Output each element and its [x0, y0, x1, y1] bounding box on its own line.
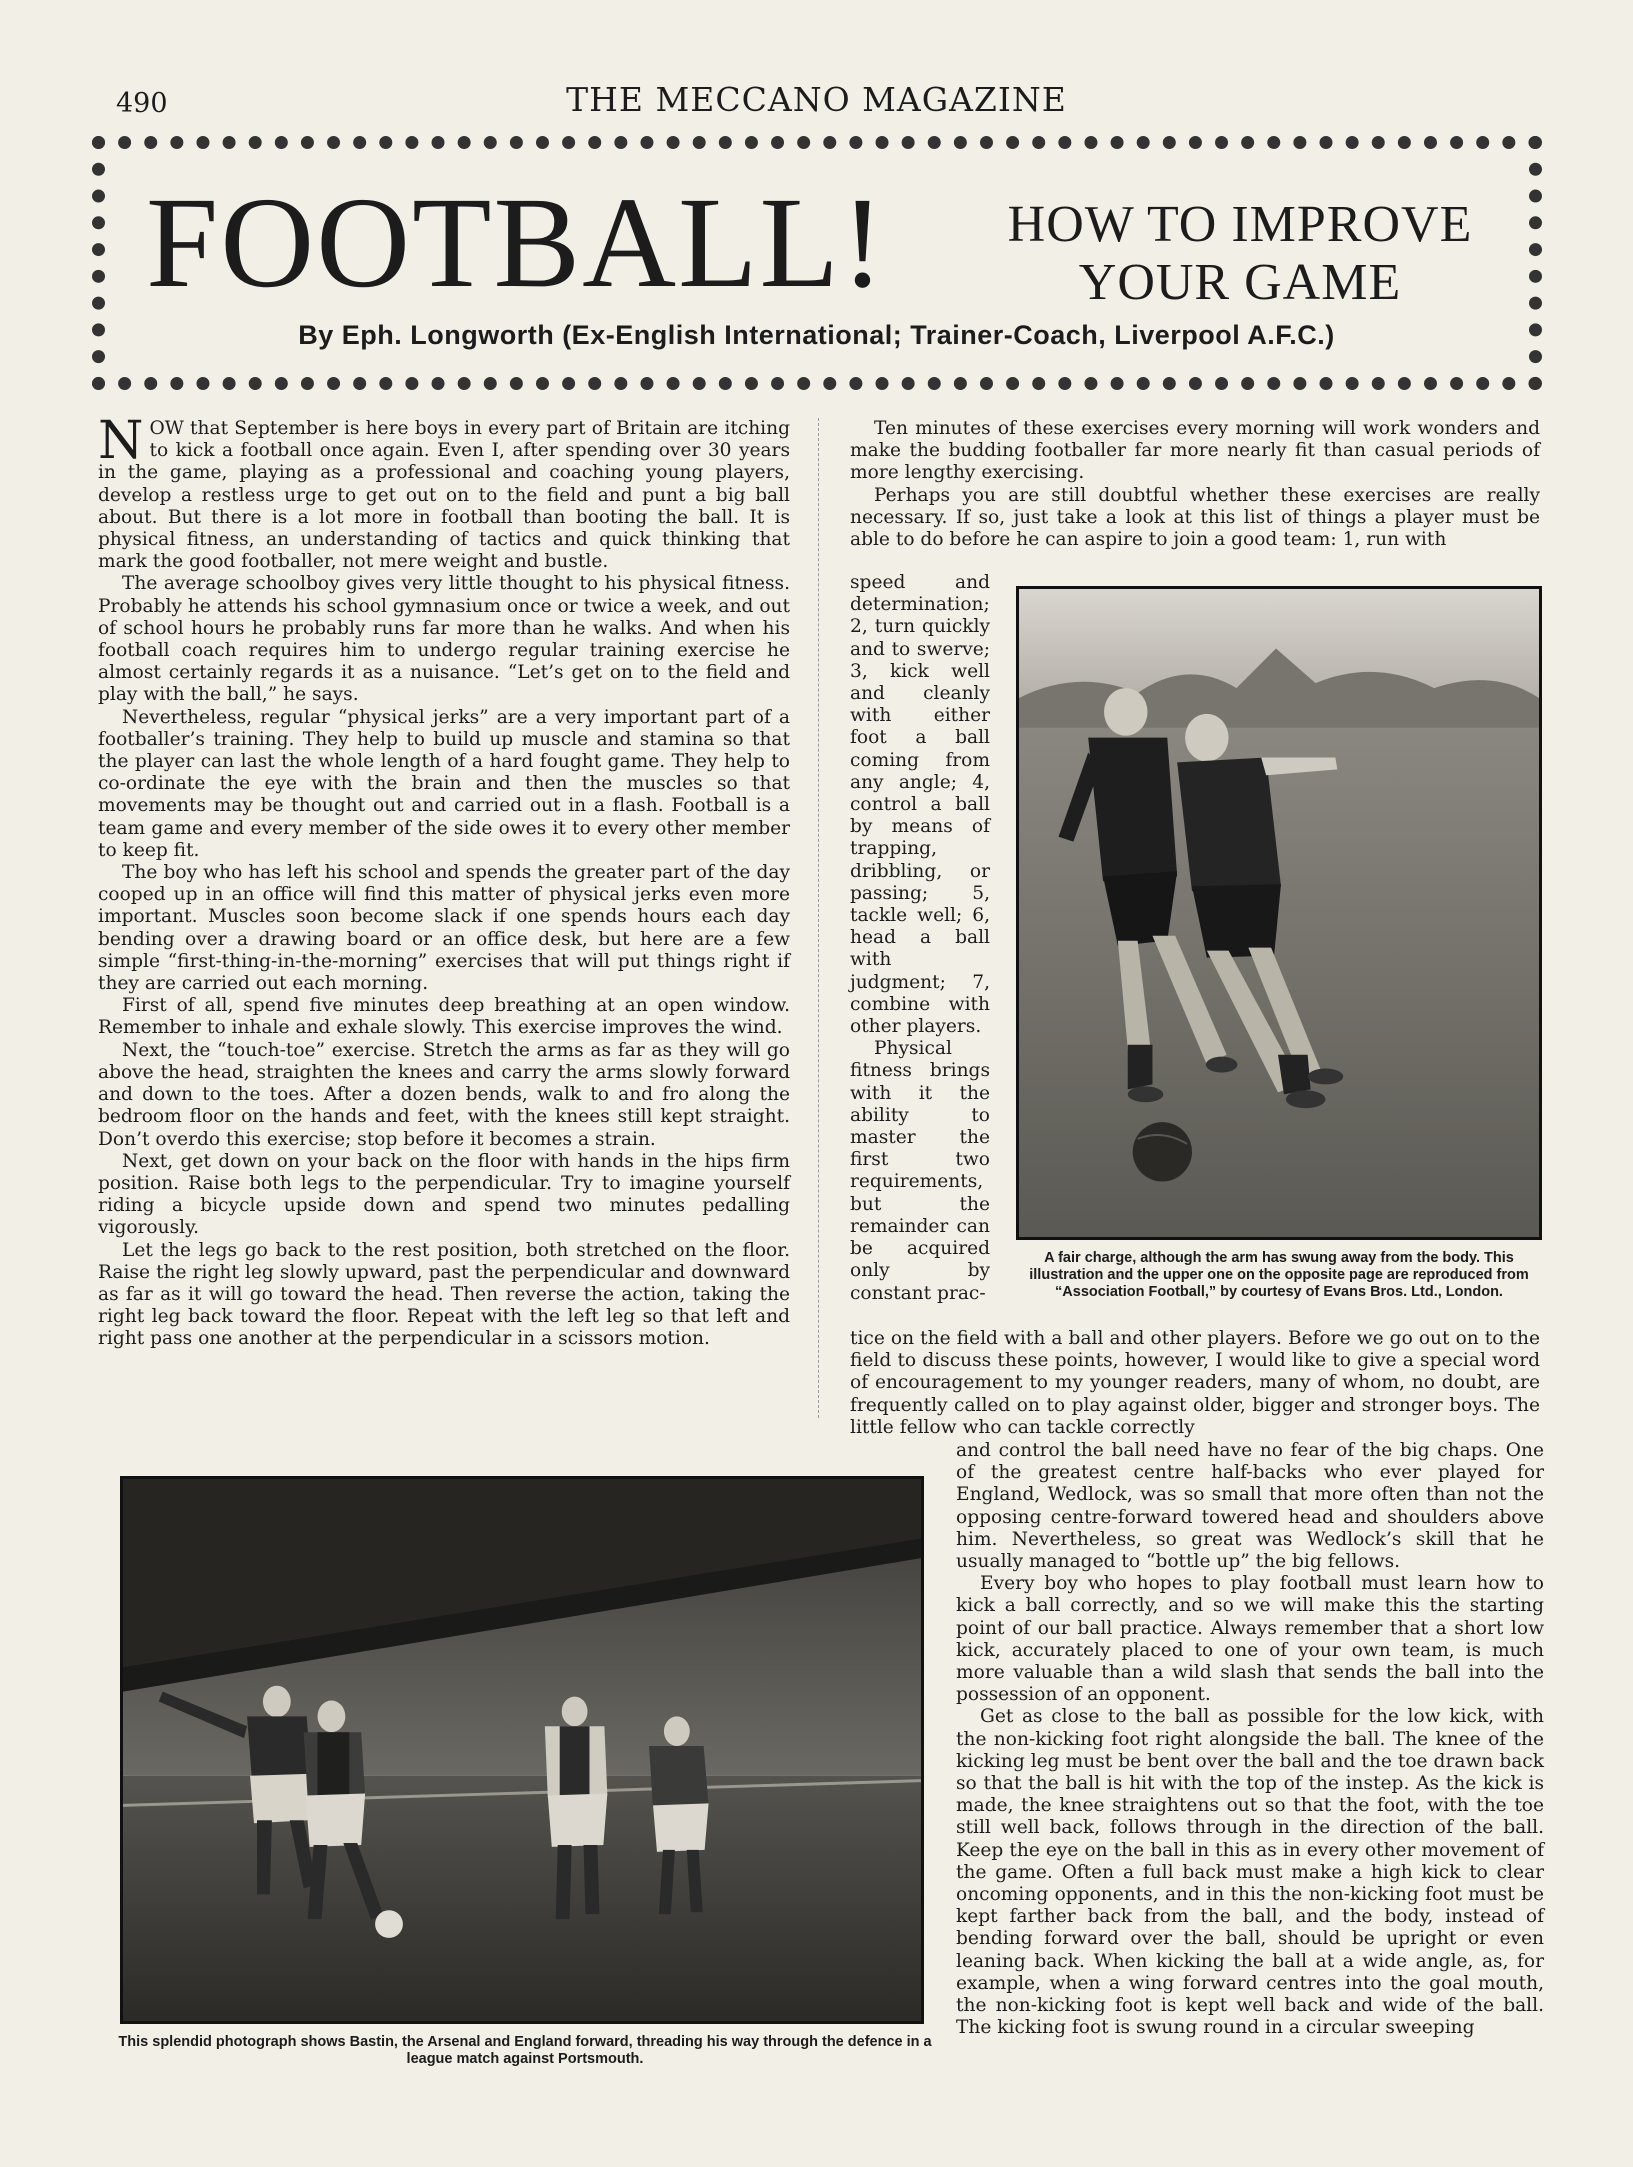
magazine-title: THE MECCANO MAGAZINE — [566, 80, 1067, 119]
column-divider — [818, 418, 819, 1418]
narrow-column — [850, 572, 990, 1305]
training-photo-image — [1019, 589, 1539, 1237]
paragraph: speed and determination; 2, turn quickly and to swerve; 3, kick well and cleanly with either foot a ball coming from any angle; 4, control a ball by means of trapping, dribbling, or passing; 5, tackle well; 6, head a ball with judgment; 7, combine with other players. — [850, 572, 990, 1038]
paragraph: and control the ball need have no fear of the big chaps. One of the greatest centre half-backs who ever played for England, Wedlock, was so small that more often than not the opposing centre-forward towered head and shoulders above him. Nevertheless, so great was Wedlock’s skill that he usually managed to “bottle up” the big fellows. — [956, 1440, 1544, 1573]
match-photo-image — [123, 1479, 921, 2021]
subtitle-line-1: HOW TO IMPROVE — [1007, 196, 1473, 253]
paragraph: First of all, spend five minutes deep breathing at an open window. Remember to inhale and exhale slowly. This exercise improves the wind. — [98, 995, 790, 1039]
paragraph: Ten minutes of these exercises every morning will work wonders and make the budding footballer far more nearly fit than casual periods of more lengthy exercising. — [850, 418, 1540, 484]
paragraph: Physical fitness brings with it the ability to master the first two requirements, but the remainder can be acquired only by constant prac- — [850, 1038, 990, 1304]
match-photo-caption: This splendid photograph shows Bastin, the Arsenal and England forward, threading his way through the defence in a league match against Portsmouth. — [118, 2034, 932, 2067]
article-title: FOOTBALL! — [146, 171, 887, 315]
left-column — [98, 411, 790, 1351]
paragraph: Perhaps you are still doubtful whether these exercises are really necessary. If so, just take a look at this list of things a player must be able to do before he can aspire to join a good team: 1, run with — [850, 484, 1540, 551]
right-column-top — [850, 418, 1540, 551]
training-photo-caption: A fair charge, although the arm has swung away from the body. This illustration and the upper one on the opposite page are reproduced from “Association Football,” by courtesy of Evans Bros. Ltd., London. — [1029, 1250, 1529, 1300]
paragraph: The boy who has left his school and spends the greater part of the day cooped up in an office will find this matter of physical jerks even more important. Muscles soon become slack if one spends hours each day bending over a drawing board or an office desk, but here are a few simple “first-thing-in-the-morning” exercises that will put things right if they are carried out each morning. — [98, 862, 790, 995]
training-photo — [1016, 586, 1542, 1240]
paragraph: Next, get down on your back on the floor with hands in the hips firm position. Raise both legs to the perpendicular. Try to imagine yourself riding a bicycle upside down and spend two minutes pedalling vigorously. — [98, 1150, 790, 1239]
paragraph: Let the legs go back to the rest position, both stretched on the floor. Raise the right leg slowly upward, past the perpendicular and downward as far as it will go toward the head. Then reverse the action, taking the right leg back toward the floor. Repeat with the left leg so that left and right pass one another at the perpendicular in a scissors motion. — [98, 1239, 790, 1350]
paragraph: The average schoolboy gives very little thought to his physical fitness. Probably he attends his school gymnasium once or twice a week, and out of school hours he probably runs far more than he walks. And when his football coach requires him to undergo regular training exercise he almost certainly regards it as a nuisance. “Let’s get on to the field and play with the ball,” he says. — [98, 573, 790, 706]
article-subtitle — [960, 196, 1520, 312]
match-photo — [120, 1476, 924, 2024]
byline: By Eph. Longworth (Ex-English International; Trainer-Coach, Liverpool A.F.C.) — [298, 320, 1335, 350]
paragraph: NOW that September is here boys in every part of Britain are itching to kick a football once again. Even I, after spending over 30 years in the game, playing as a professional and coaching young players, develop a restless urge to get out on to the field and punt a big ball about. But there is a lot more in football than booting the ball. It is physical fitness, an understanding of tactics and quick thinking that mark the good footballer, not mere weight and bustle. — [98, 411, 790, 573]
paragraph: tice on the field with a ball and other players. Before we go out on to the field to discuss these points, however, I would like to give a special word of encouragement to my younger readers, many of whom, no doubt, are frequently called on to play against older, bigger and stronger boys. The little fellow who can tackle correctly — [850, 1328, 1540, 1438]
running-header — [0, 74, 1633, 118]
right-column-bottom — [956, 1440, 1544, 2039]
paragraph: Nevertheless, regular “physical jerks” are a very important part of a footballer’s training. They help to build up muscle and stamina so that the player can last the whole length of a hard fought game. They help to co-ordinate the eye with the brain and then the muscles so that movements may be thought out and carried out in a flash. Football is a team game and every member of the side owes it to every other member to keep fit. — [98, 706, 790, 861]
subtitle-line-2: YOUR GAME — [1078, 254, 1402, 311]
page-number: 490 — [116, 88, 168, 119]
drop-cap: N — [98, 411, 144, 471]
right-column-wide — [850, 1328, 1540, 1439]
paragraph: Every boy who hopes to play football must learn how to kick a ball correctly, and so we will make this the starting point of our ball practice. Always remember that a short low kick, accurately placed to one of your own team, is much more valuable than a wild slash that sends the ball into the possession of an opponent. — [956, 1573, 1544, 1706]
paragraph: Next, the “touch-toe” exercise. Stretch the arms as far as they will go above the head, straighten the knees and carry the arms slowly forward and down to the toes. After a dozen bends, walk to and fro along the bedroom floor on the hands and feet, with the knees still kept straight. Don’t overdo this exercise; stop before it becomes a strain. — [98, 1039, 790, 1150]
paragraph: Get as close to the ball as possible for the low kick, with the non-kicking foot right alongside the ball. The knee of the kicking leg must be bent over the ball and the toe drawn back so that the ball is hit with the top of the instep. As the kick is made, the knee straightens out so that the foot, with the toe still well back, follows through in the direction of the ball. Keep the eye on the ball in this as in every other movement of the game. Often a full back must make a high kick to clear oncoming opponents, and in this the non-kicking foot must be kept farther back from the ball, and the body, instead of bending forward over the ball, should be upright or even leaning back. When kicking the ball at a wide angle, as, for example, when a wing forward centres into the goal mouth, the non-kicking foot is kept well back and wide of the ball. The kicking foot is swung round in a circular sweeping — [956, 1706, 1544, 2039]
